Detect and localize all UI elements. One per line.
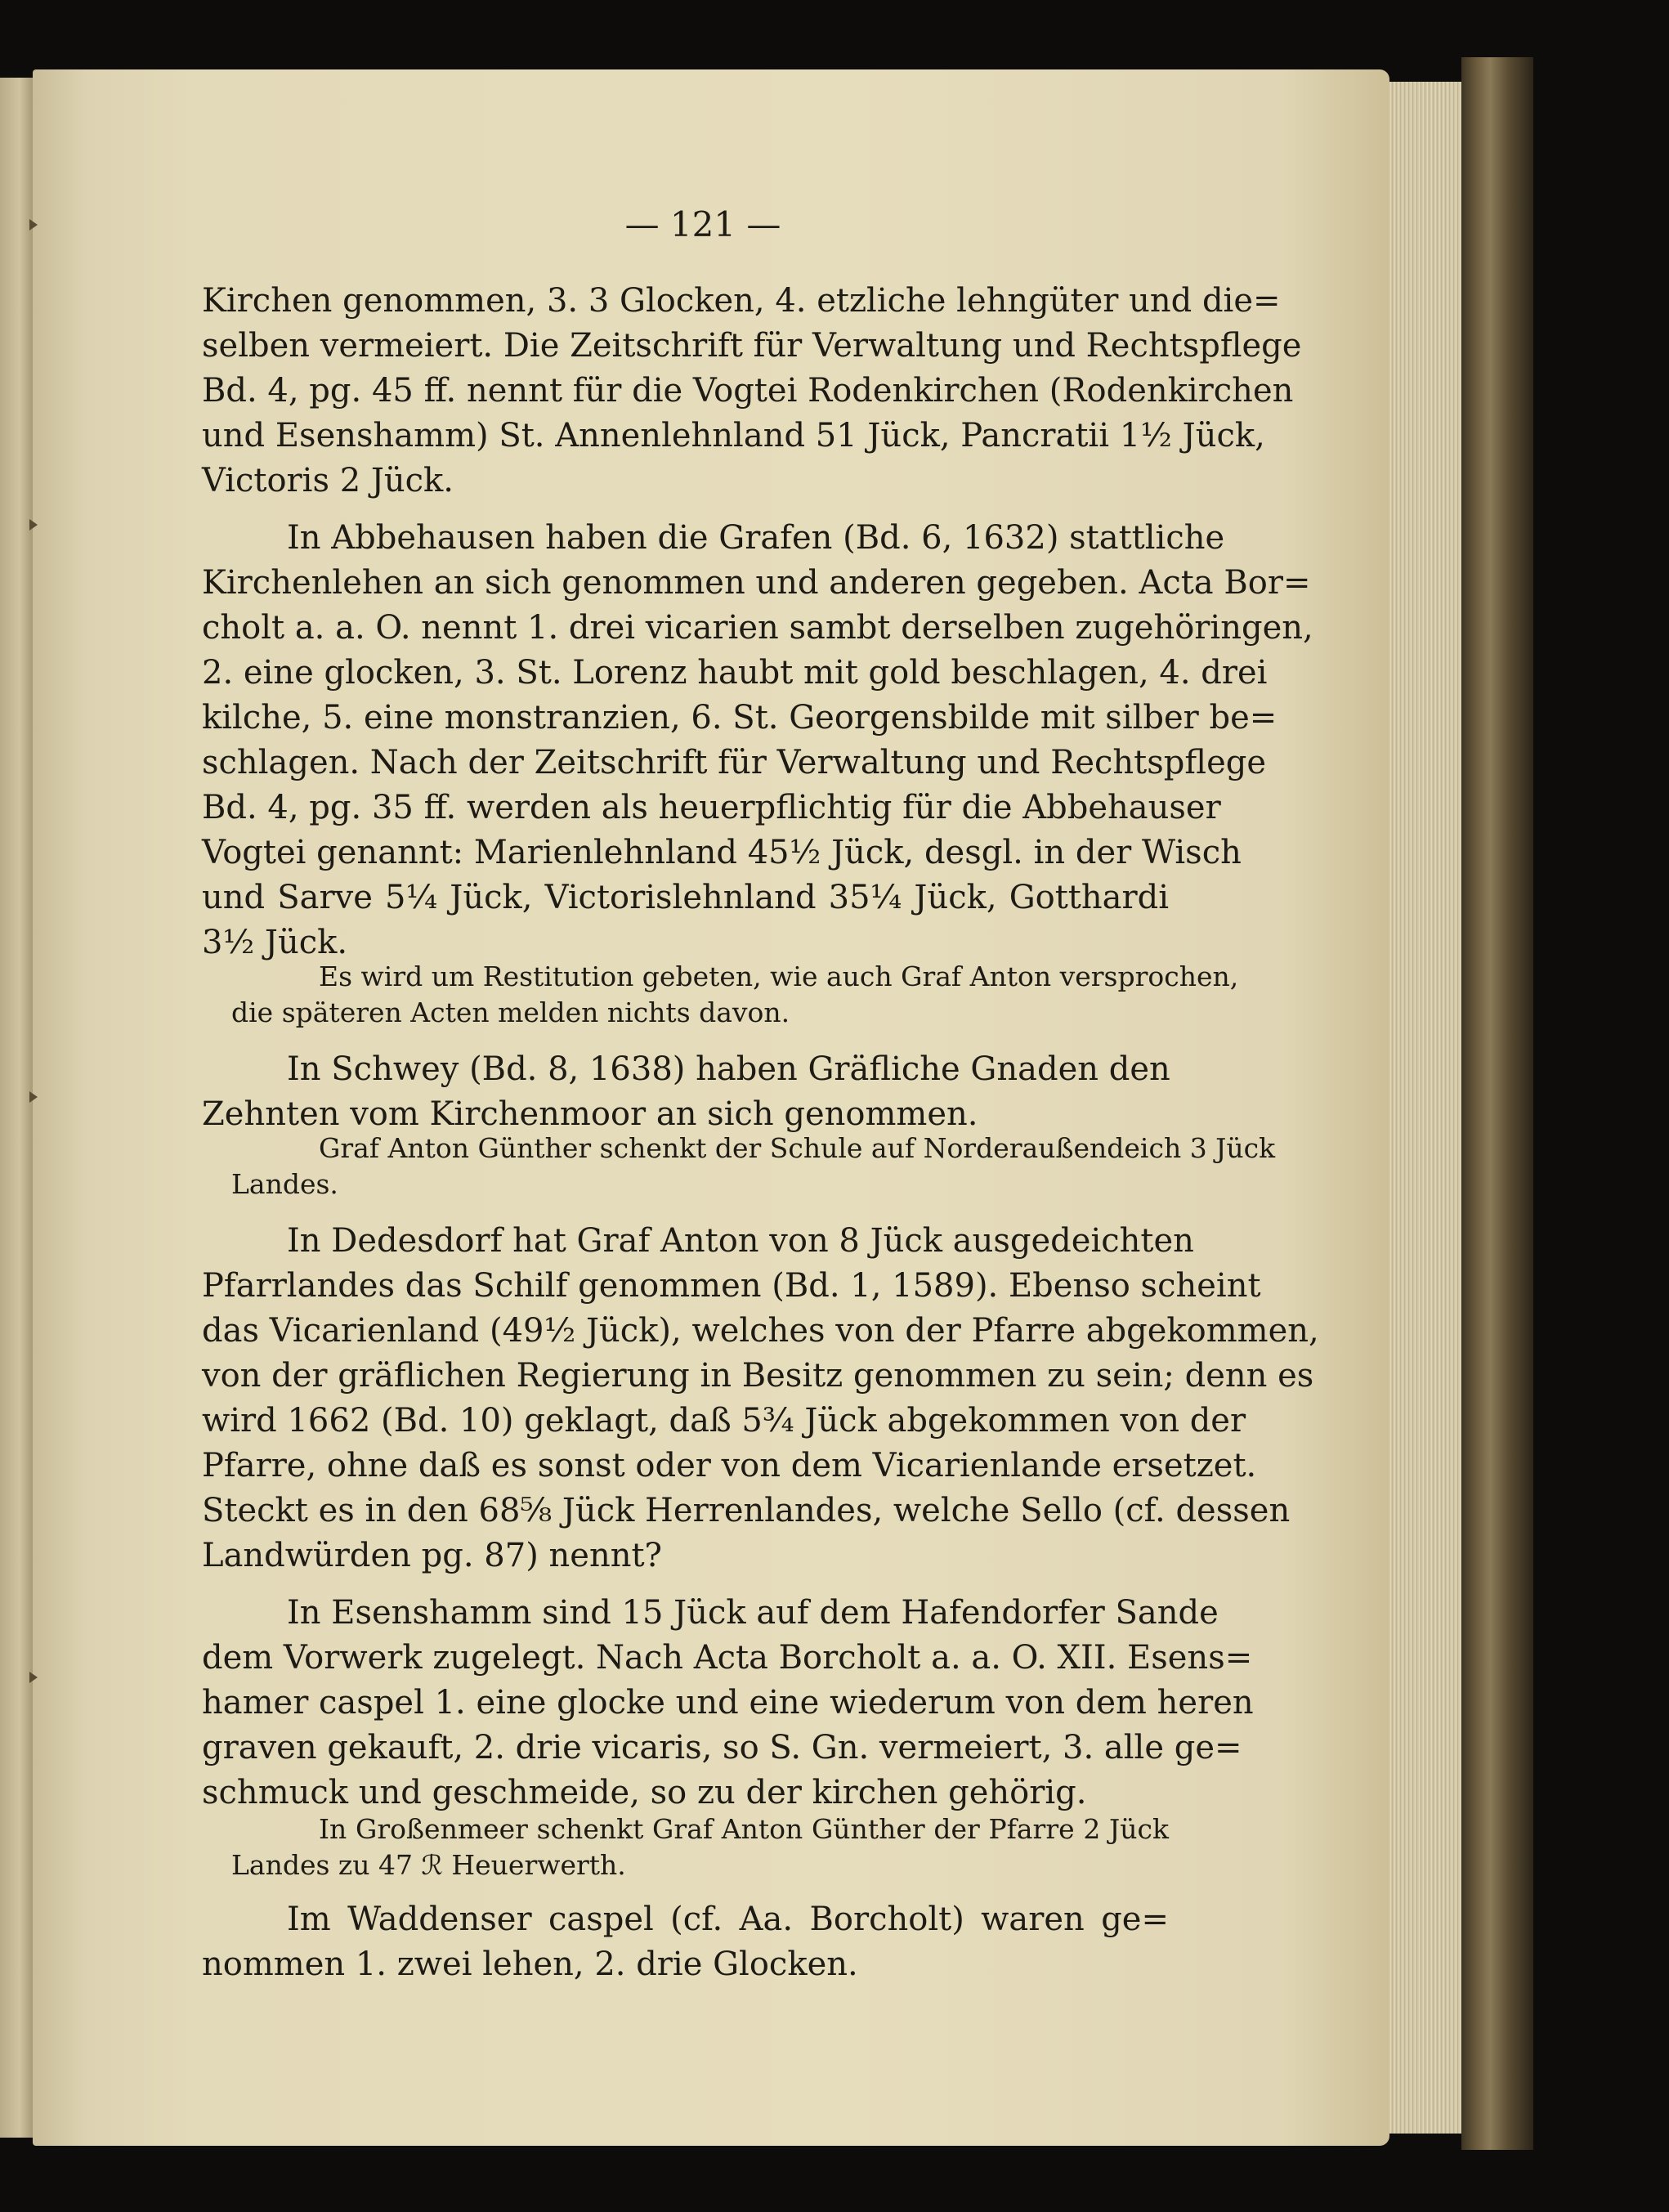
text-line: schmuck und geschmeide, so zu der kirchen gehörig. [202,1774,1087,1811]
page-number: — 121 — [624,204,781,244]
text-line: Vogtei genannt: Marienlehnland 45½ Jück, desgl. in der Wisch [202,834,1242,871]
book-cover-edge [1461,57,1533,2150]
text-line: Landwürden pg. 87) nennt? [202,1537,662,1574]
page-edges [1389,82,1461,2134]
text-line: cholt a. a. O. nennt 1. drei vicarien sambt derselben zugehöringen, [202,609,1313,647]
text-line: 2. eine glocken, 3. St. Lorenz haubt mit gold beschlagen, 4. drei [202,654,1268,692]
text-line: Bd. 4, pg. 45 ff. nennt für die Vogtei Rodenkirchen (Rodenkirchen [202,372,1294,410]
text-line: von der gräflichen Regierung in Besitz genommen zu sein; denn es [202,1357,1314,1395]
text-line: Pfarrlandes das Schilf genommen (Bd. 1, 1589). Ebenso scheint [202,1267,1261,1305]
text-line: In Schwey (Bd. 8, 1638) haben Gräfliche Gnaden den [287,1050,1170,1088]
text-line: In Abbehausen haben die Grafen (Bd. 6, 1632) stattliche [287,519,1225,557]
text-line: und Sarve 5¼ Jück, Victorislehnland 35¼ Jück, Gotthardi [202,879,1169,916]
text-line: Im Waddenser caspel (cf. Aa. Borcholt) waren ge= [287,1901,1169,1938]
text-line: Zehnten vom Kirchenmoor an sich genommen. [202,1095,978,1133]
text-line: nommen 1. zwei lehen, 2. drie Glocken. [202,1946,858,1983]
facing-page-edge [0,78,33,2138]
text-line: dem Vorwerk zugelegt. Nach Acta Borcholt a. a. O. XII. Esens= [202,1639,1253,1677]
text-line: Bd. 4, pg. 35 ff. werden als heuerpflichtig für die Abbehauser [202,789,1221,826]
text-line: Kirchenlehen an sich genommen und anderen gegeben. Acta Bor= [202,564,1311,602]
note-line: Landes. [231,1168,338,1200]
text-line: Pfarre, ohne daß es sonst oder von dem Vicarienlande ersetzet. [202,1447,1257,1484]
text-line: In Dedesdorf hat Graf Anton von 8 Jück ausgedeichten [287,1222,1194,1260]
text-line: das Vicarienland (49½ Jück), welches von der Pfarre abgekommen, [202,1312,1319,1350]
text-line: 3½ Jück. [202,924,348,961]
text-line: Victoris 2 Jück. [202,462,454,499]
text-line: wird 1662 (Bd. 10) geklagt, daß 5¾ Jück abgekommen von der [202,1402,1246,1440]
text-line: Steckt es in den 68⅝ Jück Herrenlandes, welche Sello (cf. dessen [202,1492,1291,1529]
note-line: Graf Anton Günther schenkt der Schule auf Norderaußendeich 3 Jück [319,1132,1276,1164]
text-line: selben vermeiert. Die Zeitschrift für Verwaltung und Rechtspflege [202,327,1302,365]
text-line: graven gekauft, 2. drie vicaris, so S. Gn. vermeiert, 3. alle ge= [202,1729,1242,1766]
text-line: Kirchen genommen, 3. 3 Glocken, 4. etzliche lehngüter und die= [202,282,1281,320]
text-line: schlagen. Nach der Zeitschrift für Verwaltung und Rechtspflege [202,744,1267,781]
text-line: In Esenshamm sind 15 Jück auf dem Hafendorfer Sande [287,1594,1219,1632]
text-line: und Esenshamm) St. Annenlehnland 51 Jück, Pancratii 1½ Jück, [202,417,1265,454]
note-line: In Großenmeer schenkt Graf Anton Günther der Pfarre 2 Jück [319,1813,1169,1845]
text-line: kilche, 5. eine monstranzien, 6. St. Georgensbilde mit silber be= [202,699,1277,737]
text-line: hamer caspel 1. eine glocke und eine wiederum von dem heren [202,1684,1254,1722]
note-line: Es wird um Restitution gebeten, wie auch Graf Anton versprochen, [319,960,1239,992]
note-line: die späteren Acten melden nichts davon. [231,996,790,1028]
note-line: Landes zu 47 ℛ Heuerwerth. [231,1849,626,1881]
